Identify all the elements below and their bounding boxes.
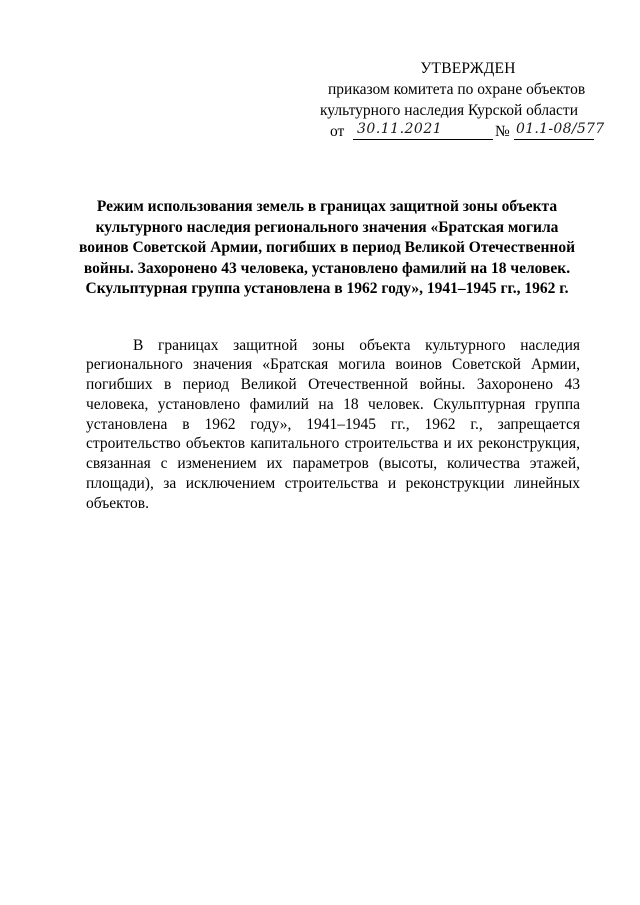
document-title bbox=[72, 197, 582, 300]
title-line: культурного наследия регионального значения «Братская могила bbox=[95, 218, 559, 236]
number-field bbox=[514, 121, 605, 140]
title-line: Скульптурная группа установлена в 1962 году», 1941–1945 гг., 1962 г. bbox=[85, 280, 569, 297]
approval-block bbox=[318, 58, 605, 143]
approval-authority-line: культурного наследия Курской области bbox=[320, 102, 578, 119]
approval-date-number-row bbox=[318, 121, 605, 143]
approval-title: УТВЕРЖДЕН bbox=[420, 60, 516, 77]
body-paragraph: В границах защитной зоны объекта культурного наследия регионального значения «Братская могила воинов Советской Армии, погибших в период Великой Отечественной войны. Захоронено 43 человека, установлено фамилий на 18 человек. Скульптурная группа установлена в 1962 году», 1941–1945 гг., 1962 г., запрещается строительство объектов капитального строительства и их реконструкция, связанная с изменением их параметров (высоты, количества этажей, площади), за исключением строительства и реконструкции линейных объектов. bbox=[86, 336, 580, 512]
approval-order-line: приказом комитета по охране объектов bbox=[328, 81, 586, 98]
handwritten-number: 01.1-08/577 bbox=[516, 121, 605, 137]
title-line: воинов Советской Армии, погибших в период Великой Отечественной bbox=[78, 239, 576, 256]
number-label: № bbox=[495, 123, 510, 140]
title-line: Режим использования земель в границах защитной зоны объекта bbox=[96, 198, 558, 215]
handwritten-date: 30.11.2021 bbox=[357, 121, 443, 137]
date-field bbox=[353, 121, 493, 140]
title-line: войны. Захоронено 43 человека, установлено фамилий на 18 человек. bbox=[83, 259, 571, 277]
date-label: от bbox=[330, 123, 345, 140]
